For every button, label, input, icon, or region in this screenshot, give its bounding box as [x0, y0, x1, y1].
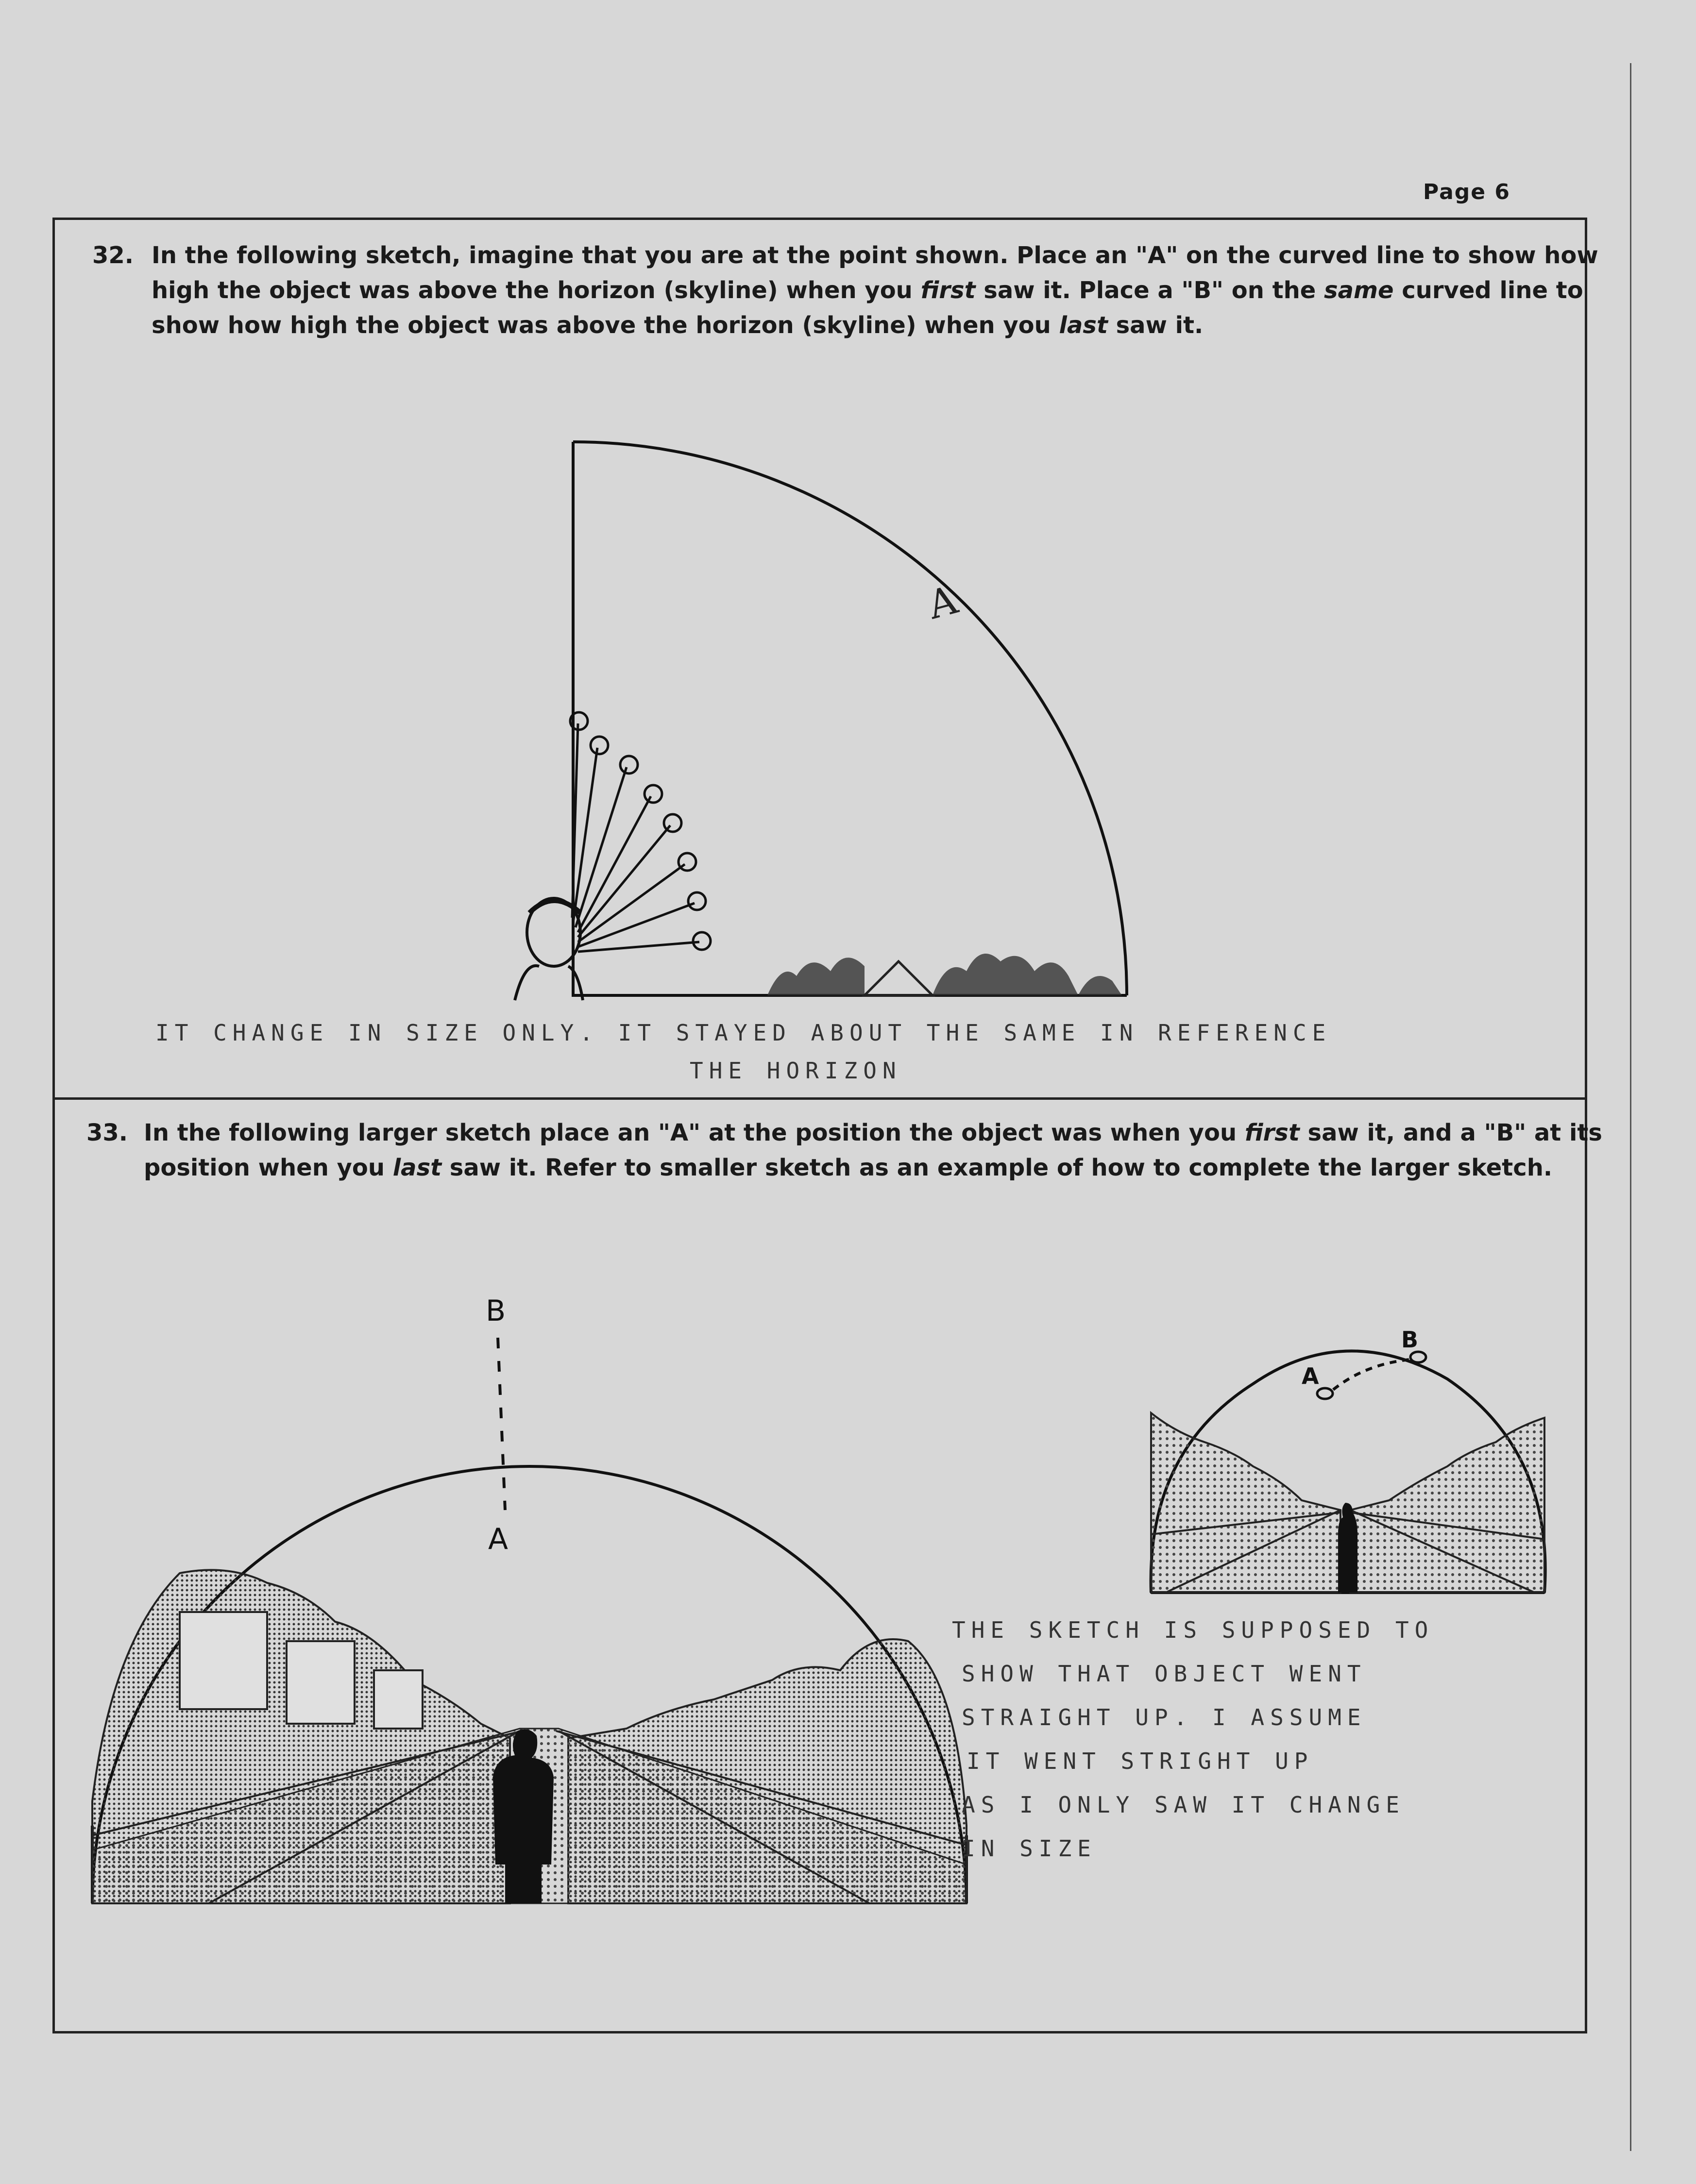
- example-left-trees: [1151, 1413, 1340, 1593]
- q33-text: [144, 1115, 1602, 1185]
- skyline-arc: [573, 442, 1127, 995]
- q32-mark-a: A: [923, 577, 962, 628]
- pointing-arms: [570, 712, 711, 952]
- q32-handwritten-answer-line-1: IT CHANGE IN SIZE ONLY. IT STAYED ABOUT THE SAME IN REFERENCE: [155, 1020, 1332, 1046]
- q32-line-3: show how high the object was above the horizon (skyline) when you last saw it.: [152, 312, 1204, 339]
- q32-number: 32.: [92, 242, 134, 269]
- example-object-a: [1317, 1388, 1333, 1399]
- page-number: Page 6: [1423, 180, 1511, 204]
- q32-handwritten-answer-line-2: THE HORIZON: [690, 1058, 902, 1084]
- q33-handwritten-line-5: AS I ONLY SAW IT CHANGE: [962, 1792, 1405, 1818]
- q33-line-1: In the following larger sketch place an "A" at the position the object was when you first saw it, and a "B" at its: [144, 1119, 1602, 1146]
- q33-number: 33.: [86, 1119, 128, 1146]
- q33-handwritten-line-6: IN SIZE: [962, 1835, 1097, 1862]
- q33-line-2: position when you last saw it. Refer to smaller sketch as an example of how to complete the larger sketch.: [144, 1154, 1553, 1181]
- q33-handwritten-line-4: IT WENT STRIGHT UP: [967, 1748, 1314, 1774]
- q33-handwritten-line-3: STRAIGHT UP. I ASSUME: [962, 1704, 1367, 1730]
- large-trajectory-dashed: [498, 1338, 505, 1510]
- q32-line-1: In the following sketch, imagine that you are at the point shown. Place an "A" on the curved line to show how: [152, 242, 1598, 269]
- q33-large-sketch: [83, 1292, 1054, 1913]
- example-mark-a: A: [1302, 1363, 1319, 1389]
- example-right-trees: [1350, 1418, 1544, 1593]
- large-mark-a: A: [488, 1522, 509, 1556]
- q32-quadrant-sketch: [495, 427, 1175, 1010]
- q32-line-2: high the object was above the horizon (skyline) when you first saw it. Place a "B" on the same curved line to: [152, 277, 1583, 304]
- section-divider: [52, 1097, 1587, 1100]
- example-mark-b: B: [1401, 1327, 1419, 1353]
- q32-text: [152, 238, 1598, 343]
- quadrant-axes: [573, 442, 1127, 995]
- q33-example-sketch: [1136, 1306, 1559, 1597]
- page-edge-line: [1630, 63, 1631, 2151]
- example-object-b: [1410, 1352, 1426, 1362]
- example-trajectory-dashed: [1333, 1360, 1409, 1390]
- q33-handwritten-line-2: SHOW THAT OBJECT WENT: [962, 1661, 1367, 1687]
- horizon-trees: [767, 954, 1122, 995]
- q33-handwritten-line-1: THE SKETCH IS SUPPOSED TO: [952, 1617, 1434, 1643]
- large-mark-b: B: [486, 1294, 506, 1328]
